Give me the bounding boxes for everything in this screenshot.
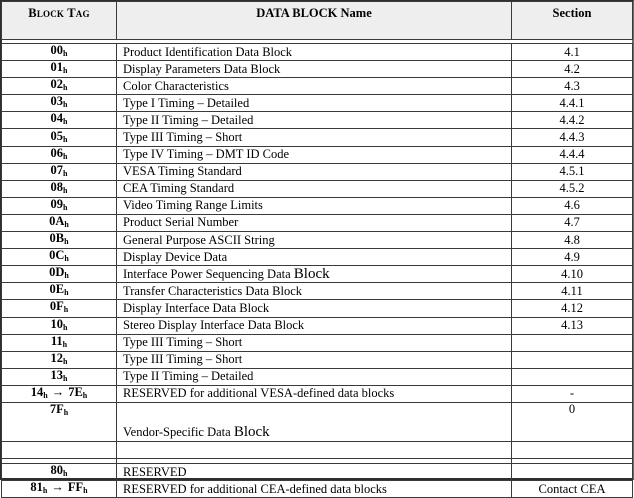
- hex-subscript: h: [63, 356, 68, 366]
- block-name: CEA Timing Standard: [123, 181, 235, 196]
- section-cell: 4.7: [512, 214, 633, 231]
- table-row: [2, 163, 633, 180]
- hex-subscript: h: [63, 322, 68, 332]
- table-header-row: [2, 2, 633, 40]
- table-row: [2, 385, 633, 402]
- block-name: RESERVED for additional CEA-defined data blocks: [123, 481, 387, 496]
- block-tag-value: 0A: [49, 213, 65, 228]
- hex-subscript: h: [63, 469, 68, 479]
- block-tag-value: 80: [50, 463, 64, 478]
- hex-subscript: h: [83, 486, 88, 496]
- block-name-cell: [117, 266, 512, 283]
- block-name-cell: [117, 385, 512, 402]
- hex-subscript: h: [63, 83, 68, 93]
- section-cell: 4.12: [512, 300, 633, 317]
- block-tag-cell: [2, 180, 117, 197]
- block-tag-cell: [2, 146, 117, 163]
- section-cell: 4.3: [512, 78, 633, 95]
- block-name-cell: [117, 368, 512, 385]
- block-name-cell: [117, 232, 512, 249]
- block-name-cell: [117, 463, 512, 480]
- block-name: RESERVED for additional VESA-defined data blocks: [123, 386, 395, 401]
- block-name-cell: [117, 249, 512, 266]
- data-block-table: [1, 1, 633, 498]
- hex-subscript: h: [42, 486, 48, 496]
- block-name-cell: [117, 402, 512, 441]
- block-name: Vendor-Specific Data: [123, 424, 234, 439]
- section-cell: 4.5.1: [512, 163, 633, 180]
- section-cell: 4.11: [512, 283, 633, 300]
- section-cell: 4.4.3: [512, 129, 633, 146]
- hex-subscript: h: [64, 237, 69, 247]
- header-block-tag: Block Tag: [2, 2, 117, 40]
- table-row: [2, 61, 633, 78]
- hex-subscript: h: [63, 305, 69, 315]
- block-name: Type II Timing – Detailed: [123, 112, 254, 127]
- hex-subscript: h: [63, 373, 68, 383]
- block-tag-value: 06: [50, 145, 64, 160]
- block-tag-cell: [2, 266, 117, 283]
- table-row: [2, 334, 633, 351]
- block-tag-end-value: 7E: [68, 384, 83, 399]
- block-tag-value: 10: [50, 316, 64, 331]
- block-tag-cell: [2, 214, 117, 231]
- block-tag-value: 00: [50, 43, 64, 58]
- section-cell: 4.4.4: [512, 146, 633, 163]
- block-tag-value: 04: [50, 111, 64, 126]
- block-tag-cell: [2, 334, 117, 351]
- table-row: [2, 351, 633, 368]
- table-row: [2, 112, 633, 129]
- block-name: Type I Timing – Detailed: [123, 95, 250, 110]
- block-name: Product Serial Number: [123, 215, 239, 230]
- table-row: [2, 78, 633, 95]
- block-tag-value: 0F: [49, 299, 64, 314]
- table-row: [2, 129, 633, 146]
- table-row: [2, 481, 633, 498]
- block-tag-value: 07: [50, 162, 64, 177]
- section-cell: 4.1: [512, 44, 633, 61]
- block-name: Type IV Timing – DMT ID Code: [123, 147, 290, 162]
- section-cell: [512, 351, 633, 368]
- block-name: Display Device Data: [123, 249, 228, 264]
- hex-subscript: h: [63, 202, 68, 212]
- block-name: Color Characteristics: [123, 78, 229, 93]
- table-row: [2, 146, 633, 163]
- block-tag-value: 7F: [49, 401, 64, 416]
- hex-subscript: h: [63, 49, 68, 59]
- block-tag-cell: [2, 463, 117, 480]
- block-name: Display Interface Data Block: [123, 300, 270, 315]
- table-row: [2, 317, 633, 334]
- block-name-cell: [117, 481, 512, 498]
- block-name-cell: [117, 300, 512, 317]
- block-name: Transfer Characteristics Data Block: [123, 283, 302, 298]
- block-tag-cell: [2, 402, 117, 441]
- section-cell: Contact CEA: [512, 481, 633, 498]
- block-name: Type III Timing – Short: [123, 130, 243, 145]
- block-tag-cell: [2, 481, 117, 498]
- block-name-cell: [117, 214, 512, 231]
- block-name-cell: [117, 180, 512, 197]
- table-row: [2, 232, 633, 249]
- hex-subscript: h: [43, 390, 48, 400]
- table-row: [2, 197, 633, 214]
- range-arrow: →: [51, 384, 65, 399]
- table-row: [2, 463, 633, 480]
- block-tag-value: 81: [30, 480, 43, 495]
- table-row-vendor: [2, 402, 633, 441]
- block-name: Video Timing Range Limits: [123, 198, 263, 213]
- block-tag-cell: [2, 44, 117, 61]
- hex-subscript: h: [63, 185, 68, 195]
- block-tag-value: 11: [50, 333, 63, 348]
- block-name-cell: [117, 61, 512, 78]
- block-tag-cell: [2, 232, 117, 249]
- section-cell: 4.5.2: [512, 180, 633, 197]
- block-name: Type III Timing – Short: [123, 352, 243, 367]
- block-tag-value: 0B: [49, 231, 65, 246]
- block-name: General Purpose ASCII String: [123, 232, 275, 247]
- block-tag-cell: [2, 197, 117, 214]
- block-name: Stereo Display Interface Data Block: [123, 318, 305, 333]
- hex-subscript: h: [63, 117, 68, 127]
- table-row: [2, 266, 633, 283]
- section-cell: 4.4.1: [512, 95, 633, 112]
- block-name-cell: [117, 44, 512, 61]
- block-tag-cell: [2, 78, 117, 95]
- block-name: Type II Timing – Detailed: [123, 369, 254, 384]
- section-cell: 4.9: [512, 249, 633, 266]
- block-tag-value: 14: [30, 384, 44, 399]
- section-cell: 0: [512, 402, 633, 441]
- block-tag-value: 08: [50, 179, 64, 194]
- block-tag-value: 12: [50, 350, 64, 365]
- block-tag-cell: [2, 351, 117, 368]
- block-name: Type III Timing – Short: [123, 335, 243, 350]
- block-tag-cell: [2, 95, 117, 112]
- block-tag-cell: [2, 368, 117, 385]
- hex-subscript: h: [63, 134, 68, 144]
- block-tag-value: 03: [50, 94, 64, 109]
- block-tag-value: 01: [50, 60, 64, 75]
- block-tag-value: 0E: [49, 282, 65, 297]
- section-cell: -: [512, 385, 633, 402]
- block-tag-cell: [2, 163, 117, 180]
- hex-subscript: h: [63, 168, 68, 178]
- section-cell: 4.4.2: [512, 112, 633, 129]
- block-tag-cell: [2, 300, 117, 317]
- hex-subscript: h: [64, 288, 69, 298]
- hex-subscript: h: [64, 271, 69, 281]
- empty-row: [2, 441, 633, 458]
- section-cell: [512, 334, 633, 351]
- block-tag-value: 13: [50, 367, 64, 382]
- section-cell: [512, 463, 633, 480]
- block-name-cell: [117, 317, 512, 334]
- block-tag-value: 0C: [49, 248, 65, 263]
- table-row: [2, 368, 633, 385]
- block-name-cell: [117, 129, 512, 146]
- hex-subscript: h: [63, 66, 68, 76]
- block-name: RESERVED: [123, 464, 187, 479]
- section-cell: 4.10: [512, 266, 633, 283]
- block-tag-end-value: FF: [67, 480, 84, 495]
- section-cell: 4.8: [512, 232, 633, 249]
- table-row: [2, 44, 633, 61]
- block-name-cell: [117, 78, 512, 95]
- hex-subscript: h: [82, 390, 88, 400]
- block-name: Product Identification Data Block: [123, 44, 293, 59]
- section-cell: 4.2: [512, 61, 633, 78]
- block-name: Interface Power Sequencing Data: [123, 266, 294, 281]
- hex-subscript: h: [64, 254, 69, 264]
- hex-subscript: h: [63, 151, 68, 161]
- block-name: VESA Timing Standard: [123, 164, 242, 179]
- block-tag-cell: [2, 112, 117, 129]
- block-tag-cell: [2, 283, 117, 300]
- block-tag-value: 0D: [49, 265, 65, 280]
- block-tag-value: 09: [50, 196, 64, 211]
- block-name-cell: [117, 351, 512, 368]
- block-tag-cell: [2, 317, 117, 334]
- block-tag-value: 05: [50, 128, 64, 143]
- table-row: [2, 95, 633, 112]
- hex-subscript: h: [63, 407, 69, 417]
- section-cell: 4.6: [512, 197, 633, 214]
- section-cell: [512, 368, 633, 385]
- hex-subscript: h: [63, 100, 68, 110]
- table-row: [2, 249, 633, 266]
- block-name-cell: [117, 334, 512, 351]
- table-row: [2, 180, 633, 197]
- hex-subscript: h: [64, 219, 69, 229]
- header-section: Section: [512, 2, 633, 40]
- block-tag-value: 02: [50, 77, 64, 92]
- block-name-cell: [117, 163, 512, 180]
- block-tag-cell: [2, 129, 117, 146]
- block-name-tail: Block: [293, 265, 330, 282]
- block-tag-cell: [2, 385, 117, 402]
- range-arrow: →: [51, 480, 64, 495]
- block-tag-cell: [2, 249, 117, 266]
- section-cell: 4.13: [512, 317, 633, 334]
- hex-subscript: h: [62, 339, 68, 349]
- block-name-cell: [117, 283, 512, 300]
- header-data-block-name: DATA BLOCK Name: [117, 2, 512, 40]
- block-name-cell: [117, 197, 512, 214]
- table-row: [2, 300, 633, 317]
- block-name: Display Parameters Data Block: [123, 61, 281, 76]
- block-name-tail: Block: [233, 423, 270, 440]
- table-row: [2, 283, 633, 300]
- block-name-cell: [117, 146, 512, 163]
- block-name-cell: [117, 112, 512, 129]
- block-tag-cell: [2, 61, 117, 78]
- table-row: [2, 214, 633, 231]
- block-name-cell: [117, 95, 512, 112]
